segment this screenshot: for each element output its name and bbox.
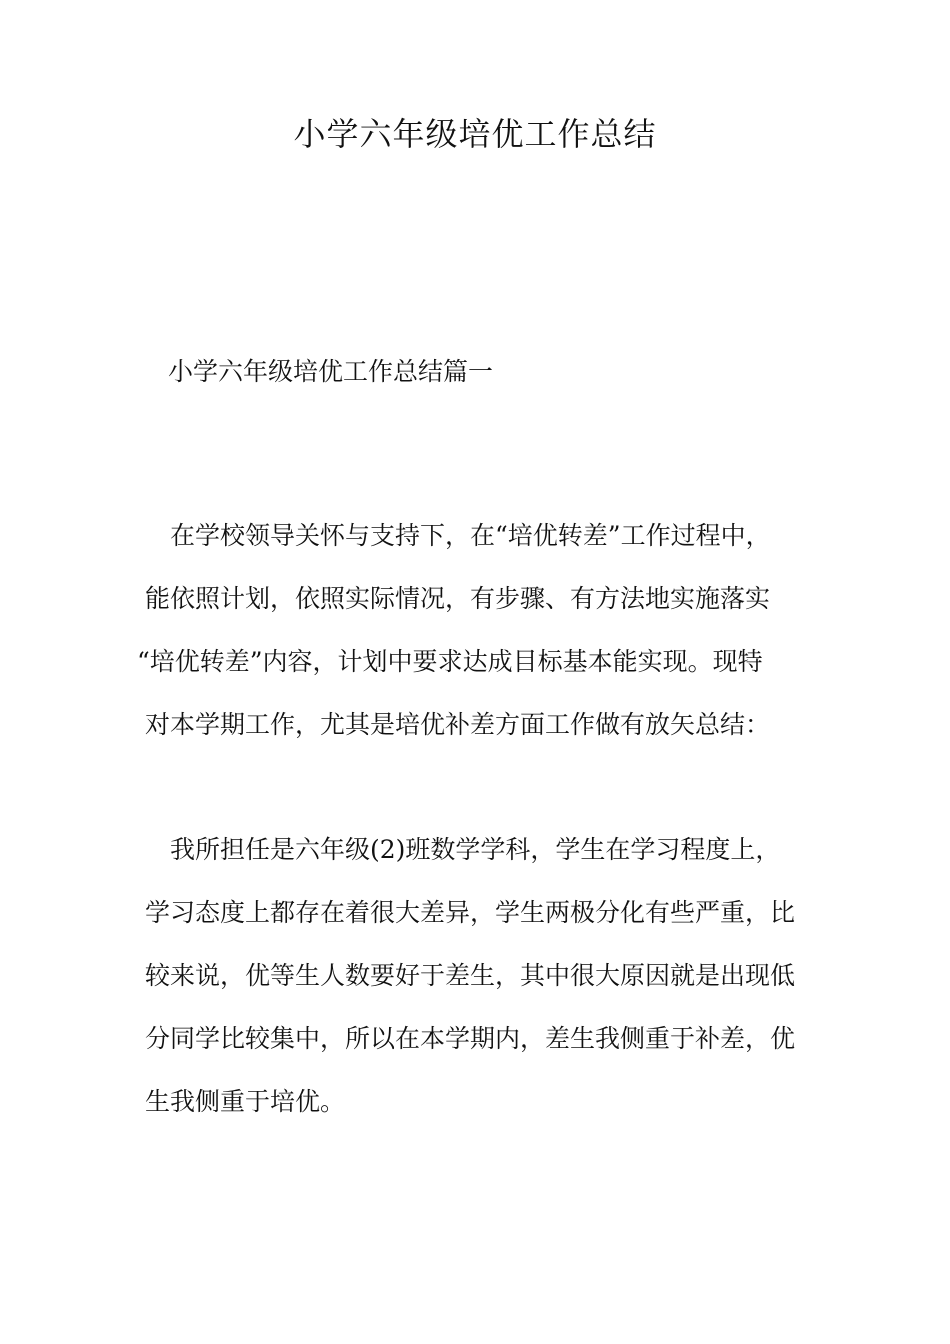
paragraph-line: 学习态度上都存在着很大差异，学生两极分化有些严重，比 [145, 898, 796, 927]
document-title: 小学六年级培优工作总结 [293, 115, 657, 153]
paragraph-line: 分同学比较集中，所以在本学期内，差生我侧重于补差，优 [145, 1024, 796, 1053]
paragraph-line: “培优转差”内容，计划中要求达成目标基本能实现。现特 [137, 647, 763, 676]
section-heading: 小学六年级培优工作总结篇一 [168, 357, 494, 386]
paragraph-line: 较来说，优等生人数要好于差生，其中很大原因就是出现低 [145, 961, 796, 990]
paragraph-line: 生我侧重于培优。 [145, 1087, 346, 1116]
paragraph-line: 能依照计划，依照实际情况，有步骤、有方法地实施落实 [145, 584, 771, 613]
paragraph-2 [145, 830, 815, 1145]
paragraph-line: 对本学期工作，尤其是培优补差方面工作做有放矢总结： [145, 710, 771, 739]
paragraph-line: 在学校领导关怀与支持下，在“培优转差”工作过程中， [170, 521, 771, 550]
paragraph-1 [137, 516, 815, 768]
paragraph-line: 我所担任是六年级(2)班数学学科，学生在学习程度上， [170, 835, 781, 864]
